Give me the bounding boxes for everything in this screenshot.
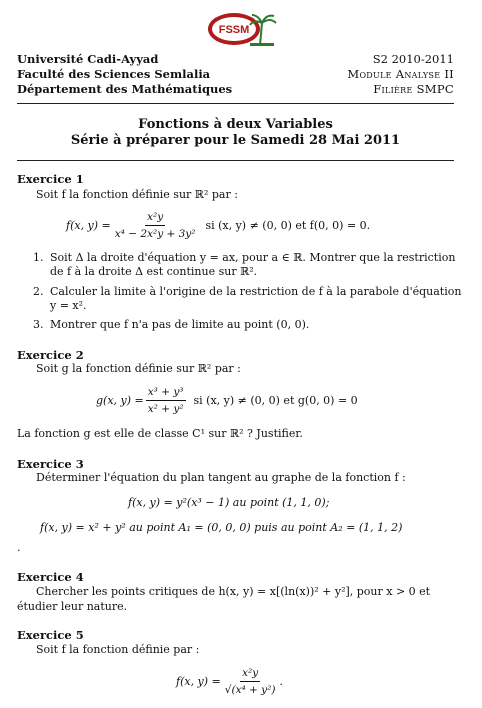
ex1-f-den: x⁴ − 2x²y + 3y² [114, 228, 196, 240]
department-name: Département des Mathématiques [17, 82, 233, 96]
ex2-g-lhs: g(x, y) = [96, 393, 144, 407]
ex5-title: Exercice 5 [17, 628, 84, 642]
header-left [17, 52, 232, 97]
ex4-line2: étudier leur nature. [17, 600, 128, 613]
ex2-question: La fonction g est elle de classe C¹ sur ℝ² ? Justifier. [17, 427, 303, 440]
ex1-item1-l2: de f à la droite Δ est continue sur ℝ². [50, 265, 258, 278]
ex5-f-end: . [279, 674, 283, 688]
ex2-intro: Soit g la fonction définie sur ℝ² par : [36, 362, 241, 375]
ex1-f-num: x²y [145, 210, 165, 226]
title-rule [17, 160, 454, 161]
module-name: Module Analyse II [347, 67, 454, 81]
ex2-g-cond: si (x, y) ≠ (0, 0) et g(0, 0) = 0 [193, 393, 358, 407]
ex3-dot: . [17, 541, 21, 554]
faculty-name: Faculté des Sciences Semlalia [17, 67, 211, 81]
semester: S2 2010-2011 [372, 52, 454, 66]
ex4-line1: Chercher les points critiques de h(x, y) = x[(ln(x))² + y²], pour x > 0 et [36, 585, 431, 598]
ex1-formula [66, 210, 370, 241]
ex1-item3-l1: Montrer que f n'a pas de limite au point (0, 0). [50, 318, 310, 331]
ex1-title: Exercice 1 [17, 172, 84, 186]
ex3-intro: Déterminer l'équation du plan tangent au graphe de la fonction f : [36, 471, 406, 484]
ex1-item2-l2: y = x². [50, 299, 87, 312]
ex1-intro: Soit f la fonction définie sur ℝ² par : [36, 188, 238, 201]
ex1-item3-num: 3. [33, 318, 44, 331]
ex5-f-lhs: f(x, y) = [176, 674, 221, 688]
ex1-item2-num: 2. [33, 285, 44, 298]
ex2-title: Exercice 2 [17, 348, 84, 362]
ex4-title: Exercice 4 [17, 570, 84, 584]
ex5-intro: Soit f la fonction définie par : [36, 643, 200, 656]
doc-subtitle: Série à préparer pour le Samedi 28 Mai 2011 [70, 133, 401, 148]
ex5-f-num: x²y [240, 666, 260, 682]
fssm-logo [204, 9, 282, 49]
ex1-fraction [113, 210, 198, 241]
logo-text: FSSM [218, 24, 250, 36]
ex3-formula1: f(x, y) = y²(x³ − 1) au point (1, 1, 0); [128, 496, 330, 509]
university-name: Université Cadi-Ayyad [17, 52, 159, 66]
header-rule [17, 103, 454, 104]
filiere: Filière SMPC [373, 82, 454, 96]
ex1-item2-l1: Calculer la limite à l'origine de la restriction de f à la parabole d'équation [50, 285, 462, 298]
ex2-g-den: x² + y² [147, 403, 184, 415]
ex5-f-den: √(x⁴ + y²) [224, 684, 276, 696]
ex2-fraction [146, 385, 186, 416]
ex5-formula [176, 666, 283, 697]
ex2-g-num: x³ + y³ [146, 385, 186, 401]
ex3-formula2: f(x, y) = x² + y² au point A₁ = (0, 0, 0) puis au point A₂ = (1, 1, 2) [40, 521, 403, 534]
ex3-title: Exercice 3 [17, 457, 84, 471]
ex1-f-lhs: f(x, y) = [66, 218, 111, 232]
ex2-formula [96, 385, 358, 416]
ex1-f-cond: si (x, y) ≠ (0, 0) et f(0, 0) = 0. [205, 218, 371, 232]
ex1-item1-num: 1. [33, 251, 44, 264]
header-right [347, 52, 454, 97]
ex5-fraction [223, 666, 278, 697]
ex1-item1-l1: Soit Δ la droite d'équation y = ax, pour a ∈ ℝ. Montrer que la restriction [50, 251, 456, 264]
doc-title: Fonctions à deux Variables [138, 117, 333, 132]
